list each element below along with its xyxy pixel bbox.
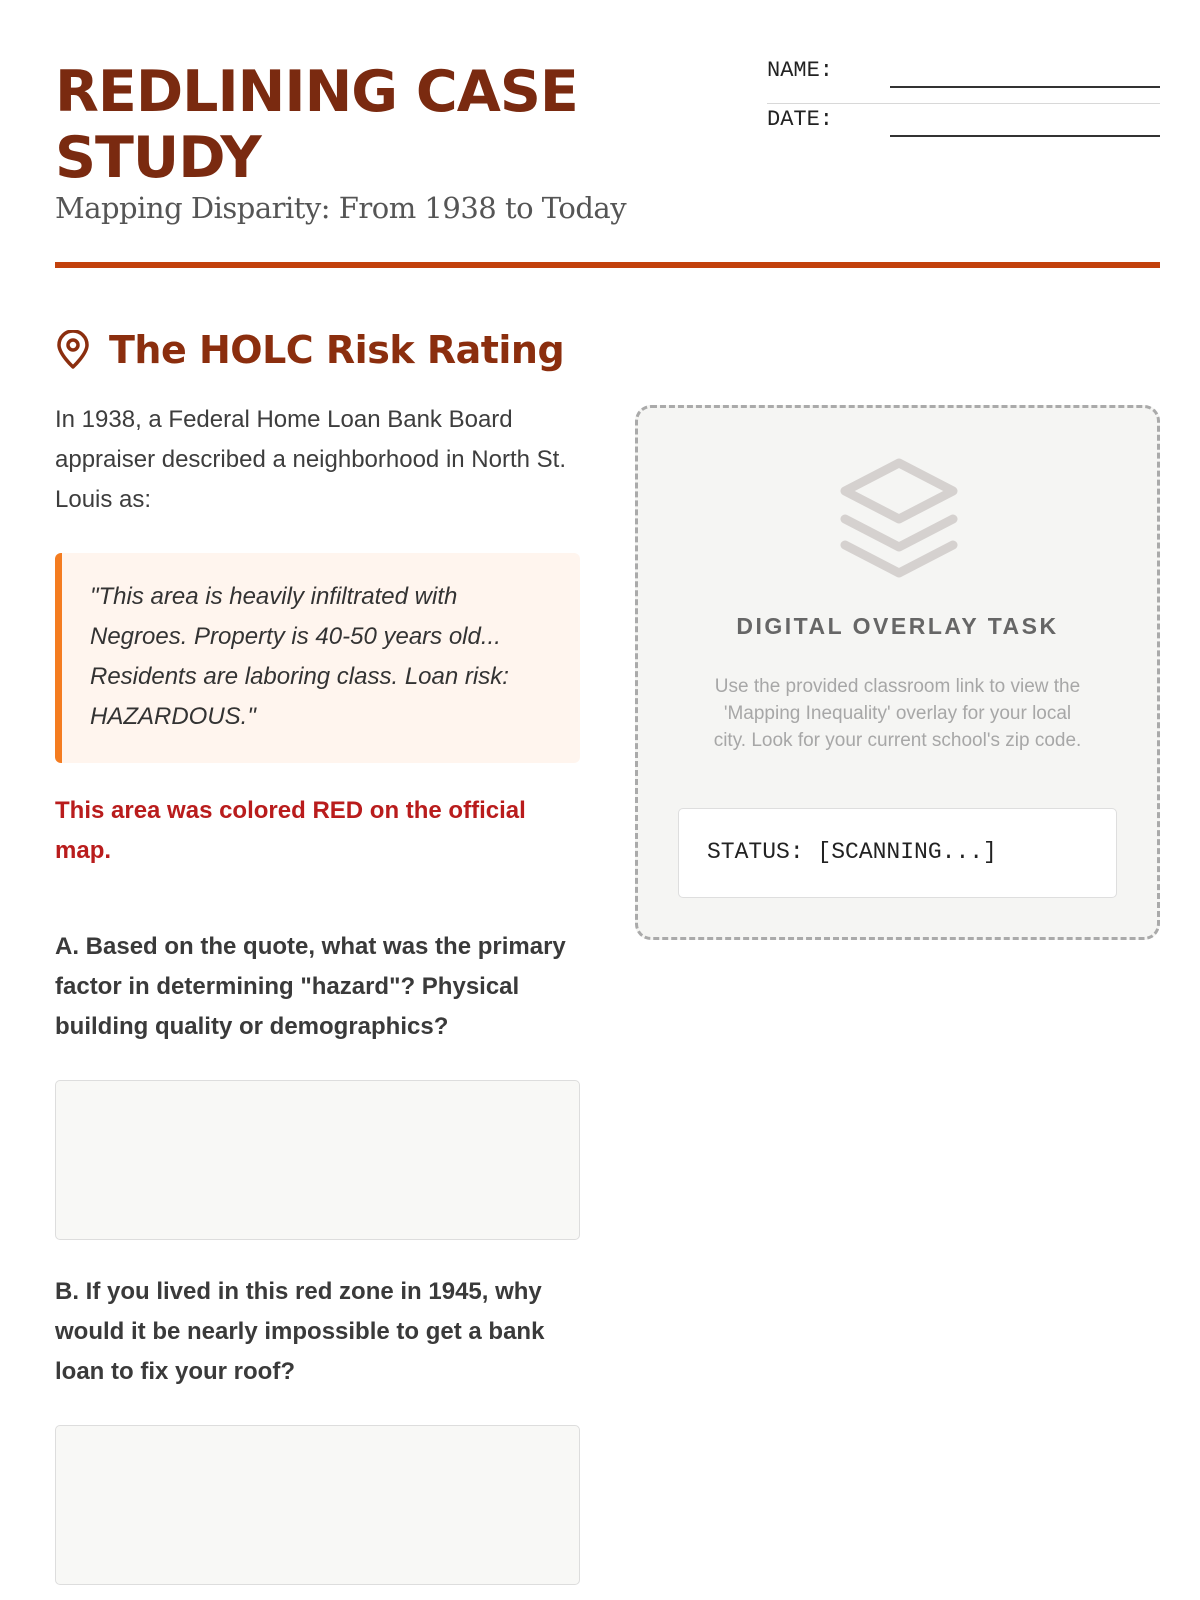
red-zone-note: This area was colored RED on the official map. xyxy=(55,797,526,864)
date-label: DATE: xyxy=(767,107,834,132)
student-info-fields xyxy=(767,55,1160,153)
case-study-column xyxy=(55,400,580,1585)
digital-overlay-card xyxy=(635,405,1160,940)
page-subtitle: Mapping Disparity: From 1938 to Today xyxy=(55,191,627,225)
answer-box-b[interactable] xyxy=(55,1425,580,1585)
status-display: STATUS: [SCANNING...] xyxy=(678,808,1117,898)
section-heading xyxy=(55,325,564,375)
overlay-task-instructions: Use the provided classroom link to view the 'Mapping Inequality' overlay for your local city. Look for your current school's zip code. xyxy=(713,676,1082,751)
name-field[interactable] xyxy=(890,86,1160,88)
answer-box-a[interactable] xyxy=(55,1080,580,1240)
section-title: The HOLC Risk Rating xyxy=(109,328,565,372)
question-b: B. If you lived in this red zone in 1945, why would it be nearly impossible to get a bank loan to fix your roof? xyxy=(55,1278,545,1385)
worksheet-header xyxy=(55,55,1160,270)
header-divider xyxy=(55,262,1160,268)
intro-text: In 1938, a Federal Home Loan Bank Board appraiser described a neighborhood in North St. Louis as: xyxy=(55,406,566,513)
appraiser-quote: "This area is heavily infiltrated with Negroes. Property is 40-50 years old... Residents are laboring class. Loan risk: HAZARDOUS." xyxy=(55,553,580,763)
page-title: REDLINING CASE STUDY xyxy=(55,59,578,191)
name-label: NAME: xyxy=(767,58,834,83)
overlay-task-title: DIGITAL OVERLAY TASK xyxy=(736,613,1059,639)
question-a: A. Based on the quote, what was the primary factor in determining "hazard"? Physical building quality or demographics? xyxy=(55,933,566,1040)
name-row xyxy=(767,55,1160,104)
map-pin-icon xyxy=(55,330,91,370)
layers-icon xyxy=(835,453,963,583)
date-row xyxy=(767,104,1160,153)
date-field[interactable] xyxy=(890,135,1160,137)
worksheet-page xyxy=(55,0,1160,1600)
